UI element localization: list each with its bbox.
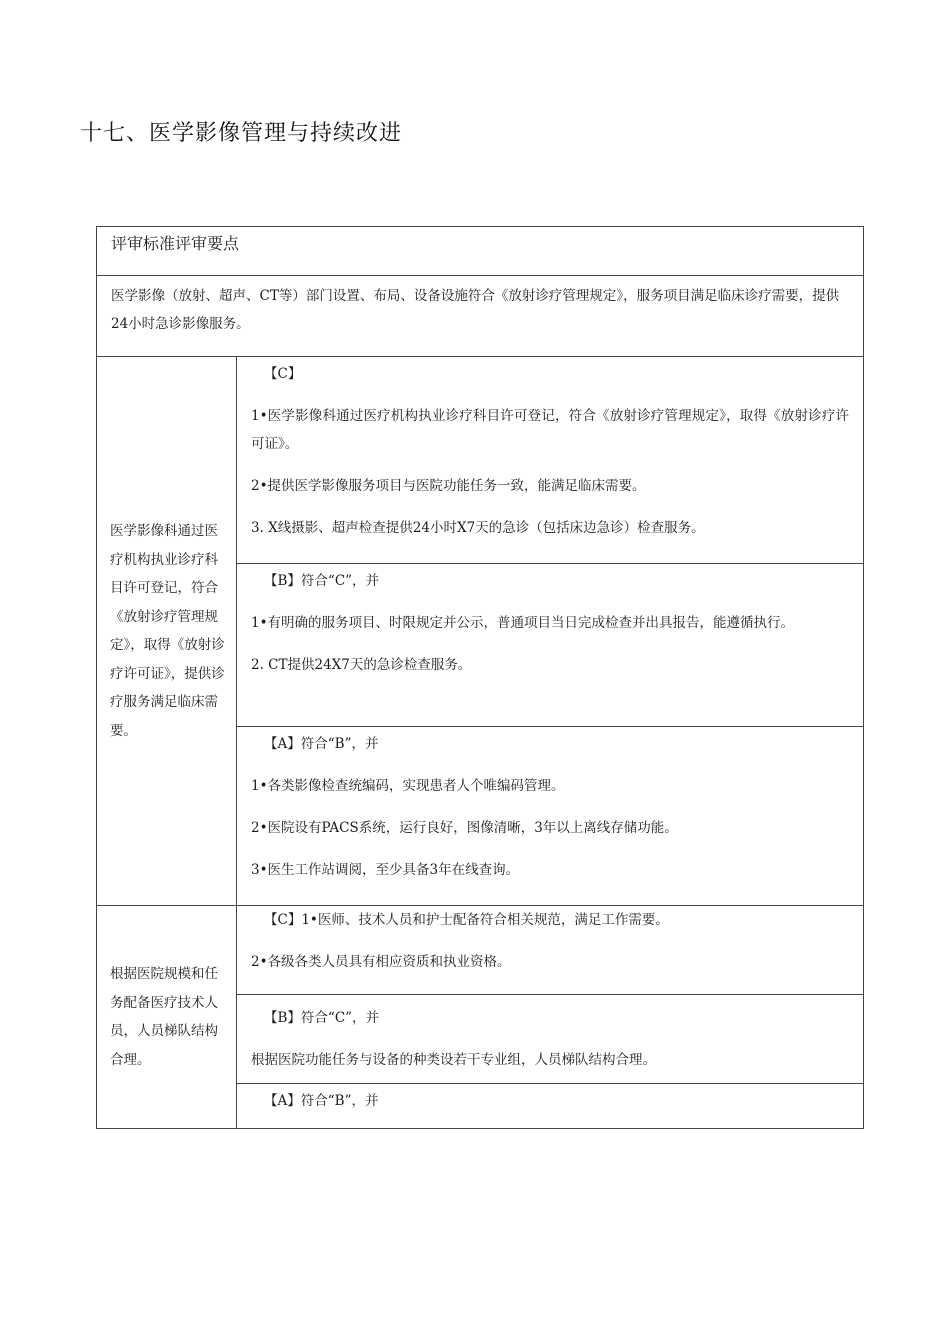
section1-level-a [237,727,864,906]
list-item: 3•医生工作站调阅，至少具备3年在线查询。 [251,862,520,878]
section2-level-a [237,1084,864,1129]
list-item: 2•医院设有PACS系统，运行良好，图像清晰，3年以上离线存储功能。 [251,820,678,836]
list-item: 1•各类影像检查统编码，实现患者人个唯编码管理。 [251,778,565,794]
section1-standard: 医学影像科通过医疗机构执业诊疗科目许可登记，符合《放射诊疗管理规定》，取得《放射诊疗许可证》，提供诊疗服务满足临床需要。 [97,357,237,906]
page-title: 十七、医学影像管理与持续改进 [80,121,403,146]
section1-c-row [97,357,864,564]
level-a-label: 【A】符合“B”，并 [264,736,379,752]
table-header: 评审标准评审要点 [97,227,864,276]
list-item: 3. X线摄影、超声检查提供24小时X7天的急诊（包括床边急诊）检查服务。 [251,520,705,536]
section2-standard: 根据医院规模和任务配备医疗技术人员，人员梯队结构合理。 [97,906,237,1129]
list-item: 2•各级各类人员具有相应资质和执业资格。 [251,954,511,970]
list-item: 2•提供医学影像服务项目与医院功能任务一致，能满足临床需要。 [251,478,646,494]
standards-table [96,226,864,1129]
list-item: 1•有明确的服务项目、时限规定并公示，普通项目当日完成检查并出具报告，能遵循执行。 [251,615,795,631]
level-b-label: 【B】符合“C”，并 [264,573,380,589]
level-a-label: 【A】符合“B”，并 [264,1093,379,1109]
list-item: 2. CT提供24X7天的急诊检查服务。 [251,657,472,673]
intro-row [97,276,864,357]
intro-text: 医学影像（放射、超声、CT等）部门设置、布局、设备设施符合《放射诊疗管理规定》，服务项目满足临床诊疗需要，提供24小时急诊影像服务。 [97,276,864,357]
section1-level-b [237,564,864,727]
table-header-row [97,227,864,276]
level-b-label: 【B】符合“C”，并 [264,1010,380,1026]
list-item: 1•医学影像科通过医疗机构执业诊疗科目许可登记，符合《放射诊疗管理规定》，取得《放射诊疗许可证》。 [251,408,850,452]
level-c-label: 【C】 [264,366,302,382]
section2-level-b [237,995,864,1084]
section2-level-c [237,906,864,995]
section1-level-c [237,357,864,564]
level-c-label: 【C】1•医师、技术人员和护士配备符合相关规范，满足工作需要。 [264,912,669,928]
section2-c-row [97,906,864,995]
list-item: 根据医院功能任务与设备的种类设若干专业组，人员梯队结构合理。 [251,1052,656,1068]
